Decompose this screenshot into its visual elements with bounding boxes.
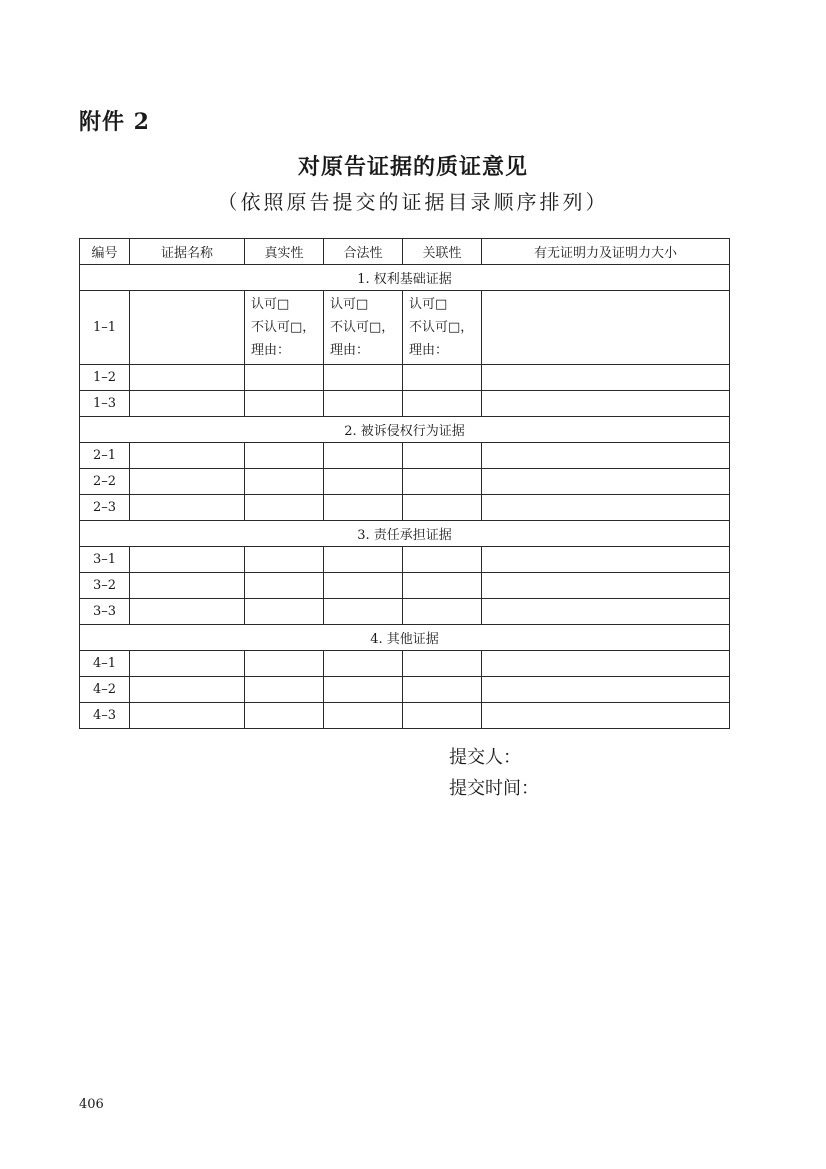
page-subtitle: （依照原告提交的证据目录顺序排列）	[217, 190, 609, 214]
row-number: 4–3	[80, 703, 130, 729]
table-row	[80, 443, 730, 469]
probative-value-cell[interactable]	[482, 291, 730, 365]
row-number: 1–3	[80, 391, 130, 417]
probative-value-cell[interactable]	[482, 573, 730, 599]
authenticity-cell[interactable]	[245, 573, 324, 599]
authenticity-cell[interactable]	[245, 469, 324, 495]
evidence-name-cell[interactable]	[130, 599, 245, 625]
authenticity-cell[interactable]	[245, 443, 324, 469]
table-row	[80, 651, 730, 677]
legality-options[interactable]	[324, 291, 403, 365]
table-row	[80, 547, 730, 573]
section-row	[80, 417, 730, 443]
relevance-cell[interactable]	[403, 651, 482, 677]
authenticity-cell[interactable]	[245, 677, 324, 703]
section-row	[80, 265, 730, 291]
table-row	[80, 391, 730, 417]
probative-value-cell[interactable]	[482, 599, 730, 625]
probative-value-cell[interactable]	[482, 495, 730, 521]
authenticity-options[interactable]	[245, 291, 324, 365]
header-evidence-name: 证据名称	[130, 239, 245, 265]
table-row	[80, 291, 730, 365]
probative-value-cell[interactable]	[482, 391, 730, 417]
probative-value-cell[interactable]	[482, 547, 730, 573]
relevance-cell[interactable]	[403, 573, 482, 599]
section-row	[80, 521, 730, 547]
row-number: 3–3	[80, 599, 130, 625]
section-row	[80, 625, 730, 651]
row-number: 4–2	[80, 677, 130, 703]
table-row	[80, 573, 730, 599]
legality-cell[interactable]	[324, 391, 403, 417]
evidence-name-cell[interactable]	[130, 651, 245, 677]
legality-cell[interactable]	[324, 547, 403, 573]
evidence-name-cell[interactable]	[130, 677, 245, 703]
header-authenticity: 真实性	[245, 239, 324, 265]
header-number: 编号	[80, 239, 130, 265]
relevance-cell[interactable]	[403, 469, 482, 495]
legality-cell[interactable]	[324, 443, 403, 469]
authenticity-cell[interactable]	[245, 599, 324, 625]
evidence-name-cell[interactable]	[130, 391, 245, 417]
legality-cell[interactable]	[324, 495, 403, 521]
row-number: 3–1	[80, 547, 130, 573]
relevance-cell[interactable]	[403, 443, 482, 469]
legality-cell[interactable]	[324, 651, 403, 677]
authenticity-cell[interactable]	[245, 365, 324, 391]
header-probative-value: 有无证明力及证明力大小	[482, 239, 730, 265]
section-title: 2. 被诉侵权行为证据	[80, 417, 730, 443]
evidence-name-cell[interactable]	[130, 365, 245, 391]
table-row	[80, 495, 730, 521]
relevance-cell[interactable]	[403, 677, 482, 703]
reason-label: 理由：	[330, 343, 370, 358]
section-title: 3. 责任承担证据	[80, 521, 730, 547]
reason-label: 理由：	[409, 343, 449, 358]
header-relevance: 关联性	[403, 239, 482, 265]
relevance-cell[interactable]	[403, 391, 482, 417]
attachment-label: 附件 2	[79, 109, 150, 135]
header-legality: 合法性	[324, 239, 403, 265]
table-header-row	[80, 239, 730, 265]
table-row	[80, 703, 730, 729]
probative-value-cell[interactable]	[482, 443, 730, 469]
submit-time-label: 提交时间：	[449, 778, 539, 799]
legality-cell[interactable]	[324, 469, 403, 495]
authenticity-cell[interactable]	[245, 651, 324, 677]
probative-value-cell[interactable]	[482, 365, 730, 391]
approve-option[interactable]: 认可□	[330, 297, 369, 312]
page-number: 406	[79, 1097, 104, 1112]
authenticity-cell[interactable]	[245, 547, 324, 573]
evidence-name-cell[interactable]	[130, 291, 245, 365]
authenticity-cell[interactable]	[245, 703, 324, 729]
row-number: 4–1	[80, 651, 130, 677]
evidence-name-cell[interactable]	[130, 469, 245, 495]
reason-label: 理由：	[251, 343, 291, 358]
section-title: 4. 其他证据	[80, 625, 730, 651]
authenticity-cell[interactable]	[245, 391, 324, 417]
disapprove-option[interactable]: 不认可□，	[409, 320, 474, 335]
disapprove-option[interactable]: 不认可□，	[330, 320, 395, 335]
authenticity-cell[interactable]	[245, 495, 324, 521]
relevance-cell[interactable]	[403, 365, 482, 391]
evidence-name-cell[interactable]	[130, 573, 245, 599]
row-number: 1–1	[80, 291, 130, 365]
legality-cell[interactable]	[324, 677, 403, 703]
relevance-cell[interactable]	[403, 703, 482, 729]
table-row	[80, 677, 730, 703]
legality-cell[interactable]	[324, 703, 403, 729]
table-row	[80, 599, 730, 625]
submitter-block	[449, 742, 539, 804]
approve-option[interactable]: 认可□	[409, 297, 448, 312]
evidence-name-cell[interactable]	[130, 443, 245, 469]
relevance-cell[interactable]	[403, 599, 482, 625]
row-number: 2–1	[80, 443, 130, 469]
evidence-table	[79, 238, 730, 729]
relevance-cell[interactable]	[403, 547, 482, 573]
page-title: 对原告证据的质证意见	[297, 154, 528, 180]
section-title: 1. 权利基础证据	[80, 265, 730, 291]
legality-cell[interactable]	[324, 573, 403, 599]
probative-value-cell[interactable]	[482, 677, 730, 703]
legality-cell[interactable]	[324, 365, 403, 391]
evidence-name-cell[interactable]	[130, 495, 245, 521]
probative-value-cell[interactable]	[482, 703, 730, 729]
table-row	[80, 365, 730, 391]
disapprove-option[interactable]: 不认可□，	[251, 320, 316, 335]
row-number: 1–2	[80, 365, 130, 391]
row-number: 3–2	[80, 573, 130, 599]
row-number: 2–3	[80, 495, 130, 521]
relevance-cell[interactable]	[403, 495, 482, 521]
row-number: 2–2	[80, 469, 130, 495]
relevance-options[interactable]	[403, 291, 482, 365]
submitter-label: 提交人：	[449, 747, 521, 768]
approve-option[interactable]: 认可□	[251, 297, 290, 312]
legality-cell[interactable]	[324, 599, 403, 625]
evidence-name-cell[interactable]	[130, 547, 245, 573]
probative-value-cell[interactable]	[482, 469, 730, 495]
probative-value-cell[interactable]	[482, 651, 730, 677]
table-row	[80, 469, 730, 495]
evidence-name-cell[interactable]	[130, 703, 245, 729]
